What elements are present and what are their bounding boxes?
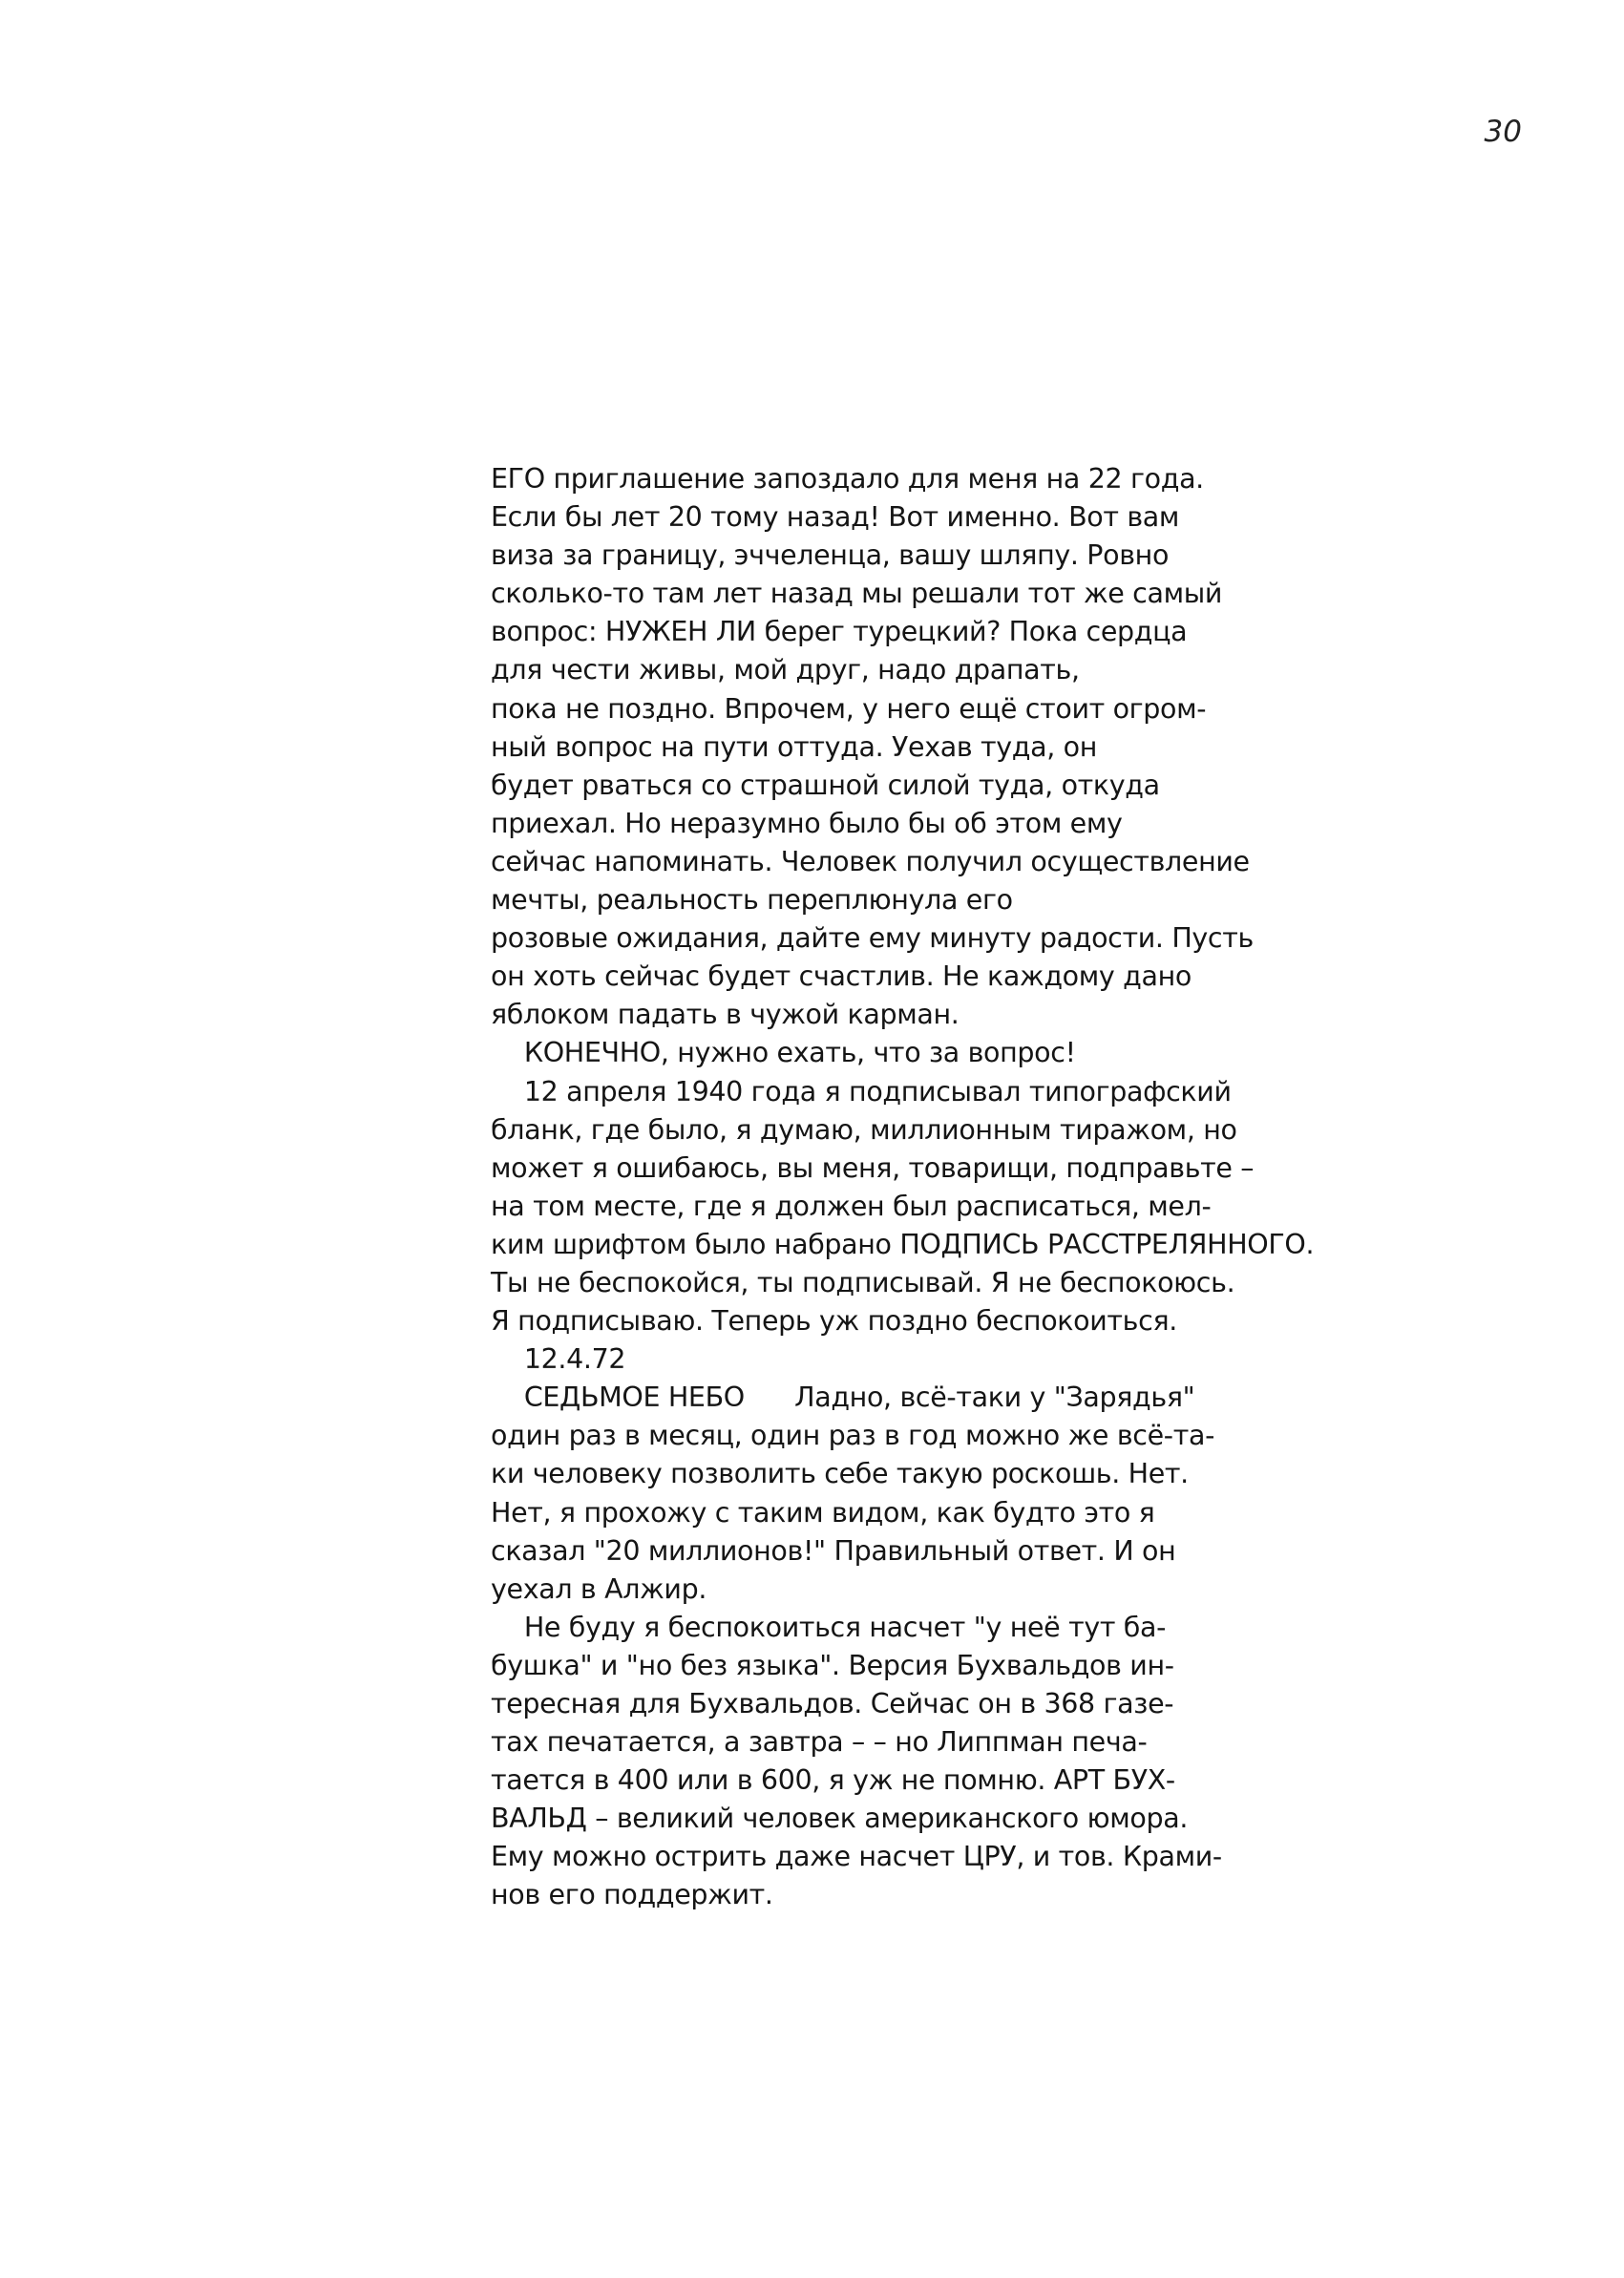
text-line: пока не поздно. Впрочем, у него ещё стоит огром- — [491, 692, 1207, 725]
text-line: 12 апреля 1940 года я подписывал типографский — [491, 1075, 1232, 1107]
text-line: Ты не беспокойся, ты подписывай. Я не беспокоюсь. — [491, 1266, 1235, 1298]
text-line: КОНЕЧНО, нужно ехать, что за вопрос! — [491, 1037, 1076, 1069]
text-line: Я подписываю. Теперь уж поздно беспокоиться. — [491, 1305, 1177, 1338]
text-line: ный вопрос на пути оттуда. Уехав туда, он — [491, 730, 1098, 763]
text-line: на том месте, где я должен был расписаться, мел- — [491, 1190, 1212, 1222]
text-line: нов его поддержит. — [491, 1879, 773, 1911]
text-line: сколько-то там лет назад мы решали тот же самый — [491, 578, 1223, 610]
text-line: для чести живы, мой друг, надо драпать, — [491, 654, 1080, 686]
text-line: уехал в Алжир. — [491, 1572, 707, 1605]
text-line: Если бы лет 20 тому назад! Вот именно. Вот вам — [491, 501, 1180, 534]
text-line: тается в 400 или в 600, я уж не помню. АРТ БУХ- — [491, 1764, 1175, 1797]
text-line: приехал. Но неразумно было бы об этом ему — [491, 807, 1123, 839]
text-line: тересная для Бухвальдов. Сейчас он в 368 газе- — [491, 1688, 1174, 1719]
text-line: 12.4.72 — [491, 1343, 626, 1376]
text-line: розовые ожидания, дайте ему минуту радости. Пусть — [491, 922, 1254, 955]
text-line: Ему можно острить даже насчет ЦРУ, и тов. Крами- — [491, 1841, 1222, 1873]
text-line: будет рваться со страшной силой туда, откуда — [491, 769, 1160, 801]
text-line: ВАЛЬД – великий человек американского юмора. — [491, 1803, 1189, 1835]
text-line: СЕДЬМОЕ НЕБО Ладно, всё-таки у "Зарядья" — [491, 1382, 1195, 1414]
text-line: мечты, реальность переплюнула его — [491, 884, 1013, 917]
text-line: яблоком падать в чужой карман. — [491, 999, 960, 1031]
text-line: вопрос: НУЖЕН ЛИ берег турецкий? Пока сердца — [491, 616, 1188, 648]
text-line: один раз в месяц, один раз в год можно же всё-та- — [491, 1420, 1215, 1452]
page-number: 30 — [1484, 115, 1522, 149]
text-line: Не буду я беспокоиться насчет "у неё тут ба- — [491, 1611, 1167, 1643]
text-line: он хоть сейчас будет счастлив. Не каждому дано — [491, 960, 1192, 993]
text-column — [491, 460, 1369, 1915]
text-line: сейчас напоминать. Человек получил осуществление — [491, 845, 1250, 877]
text-line: может я ошибаюсь, вы меня, товарищи, подправьте – — [491, 1151, 1255, 1184]
text-line: ким шрифтом было набрано ПОДПИСЬ РАССТРЕЛЯННОГО. — [491, 1228, 1315, 1260]
text-line: бушка" и "но без языка". Версия Бухвальдов ин- — [491, 1649, 1174, 1681]
text-line: виза за границу, эччеленца, вашу шляпу. Ровно — [491, 539, 1170, 572]
text-line: бланк, где было, я думаю, миллионным тиражом, но — [491, 1113, 1237, 1146]
text-line: ки человеку позволить себе такую роскошь. Нет. — [491, 1458, 1189, 1490]
text-line: сказал "20 миллионов!" Правильный ответ. И он — [491, 1534, 1176, 1567]
text-line: тах печатается, а завтра – – но Липпман печа- — [491, 1726, 1148, 1759]
text-line: ЕГО приглашение запоздало для меня на 22 года. — [491, 463, 1204, 495]
text-line: Нет, я прохожу с таким видом, как будто это я — [491, 1496, 1155, 1529]
